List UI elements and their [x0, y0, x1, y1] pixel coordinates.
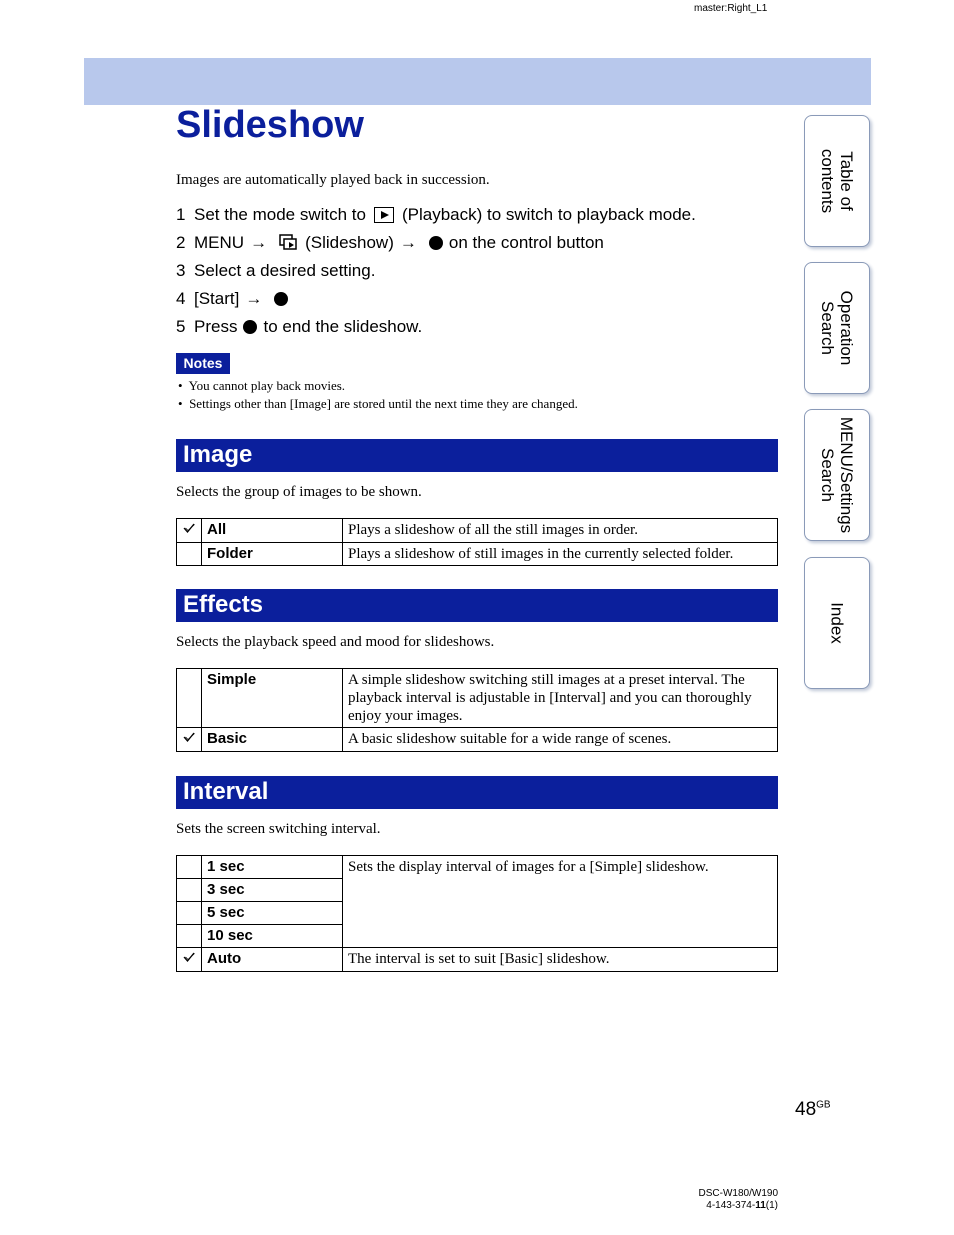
- tab-index[interactable]: [804, 557, 870, 689]
- default-cell: [177, 879, 202, 902]
- arrow-icon: →: [245, 289, 263, 308]
- table-row: [177, 669, 778, 728]
- default-cell: [177, 902, 202, 925]
- model-code: [690, 1200, 778, 1212]
- option-label: 5 sec: [202, 902, 343, 925]
- table-row: [177, 856, 778, 879]
- step-number: 1: [176, 205, 186, 224]
- step-number: 5: [176, 317, 186, 336]
- page-title: Slideshow: [176, 104, 364, 146]
- step-text: [Start]: [194, 289, 240, 308]
- check-icon: [182, 950, 196, 964]
- intro-text: Images are automatically played back in succession.: [176, 172, 490, 188]
- note-text: Settings other than [Image] are stored until the next time they are changed.: [189, 396, 578, 411]
- note-text: You cannot play back movies.: [188, 378, 346, 393]
- step-5: [176, 317, 422, 337]
- table-row: [177, 948, 778, 972]
- page-number: [795, 1099, 831, 1121]
- option-label: 10 sec: [202, 925, 343, 948]
- option-desc: A basic slideshow suitable for a wide range of scenes.: [343, 728, 778, 752]
- option-label: Auto: [202, 948, 343, 972]
- bullet: •: [178, 396, 183, 411]
- default-cell: [177, 728, 202, 752]
- step-number: 3: [176, 261, 186, 280]
- effects-options-table: [176, 668, 778, 752]
- step-1: [176, 205, 696, 225]
- top-band: [84, 58, 871, 105]
- default-cell: [177, 948, 202, 972]
- note-item: [178, 378, 345, 394]
- check-icon: [182, 521, 196, 535]
- center-button-icon: [429, 236, 443, 250]
- step-text: Select a desired setting.: [194, 261, 376, 280]
- header-label: master:Right_L1: [694, 3, 768, 14]
- center-button-icon: [243, 320, 257, 334]
- option-label: Folder: [202, 543, 343, 566]
- default-cell: [177, 519, 202, 543]
- table-row: [177, 543, 778, 566]
- model-name: DSC-W180/W190: [698, 1188, 778, 1199]
- tab-label: Table of contents: [818, 148, 856, 214]
- option-label: Basic: [202, 728, 343, 752]
- section-desc-interval: Sets the screen switching interval.: [176, 821, 381, 837]
- bullet: •: [178, 378, 183, 393]
- option-label: 1 sec: [202, 856, 343, 879]
- option-desc: The interval is set to suit [Basic] slideshow.: [343, 948, 778, 972]
- option-desc: Plays a slideshow of still images in the currently selected folder.: [343, 543, 778, 566]
- option-desc: Sets the display interval of images for a [Simple] slideshow.: [343, 856, 778, 948]
- tab-table-of-contents[interactable]: [804, 115, 870, 247]
- section-title-image: Image: [176, 439, 778, 472]
- option-desc: A simple slideshow switching still images at a preset interval. The playback interval is adjustable in [Interval] and you can thoroughly enjoy your images.: [343, 669, 778, 728]
- default-cell: [177, 856, 202, 879]
- table-row: [177, 728, 778, 752]
- default-cell: [177, 543, 202, 566]
- tab-label: Operation Search: [818, 290, 856, 366]
- step-3: [176, 261, 375, 281]
- step-text: to end the slideshow.: [263, 317, 423, 336]
- playback-icon: [374, 207, 394, 223]
- page-number-value: 48: [795, 1099, 817, 1120]
- section-desc-effects: Selects the playback speed and mood for slideshows.: [176, 634, 495, 650]
- step-4: [176, 289, 294, 309]
- notes-badge: Notes: [176, 353, 230, 374]
- arrow-icon: →: [399, 233, 417, 252]
- table-row: [177, 519, 778, 543]
- center-button-icon: [274, 292, 288, 306]
- note-item: [178, 396, 578, 412]
- step-text: (Playback) to switch to playback mode.: [401, 205, 696, 224]
- option-label: All: [202, 519, 343, 543]
- check-icon: [182, 730, 196, 744]
- code-prefix: 4-143-374-: [706, 1200, 756, 1211]
- step-text: on the control button: [448, 233, 604, 252]
- section-title-effects: Effects: [176, 589, 778, 622]
- section-desc-image: Selects the group of images to be shown.: [176, 484, 422, 500]
- option-label: 3 sec: [202, 879, 343, 902]
- step-text: Press: [194, 317, 238, 336]
- interval-options-table: [176, 855, 778, 972]
- slideshow-icon: [279, 234, 299, 252]
- section-title-interval: Interval: [176, 776, 778, 809]
- tab-label: Index: [827, 602, 847, 644]
- step-number: 2: [176, 233, 186, 252]
- step-text: Set the mode switch to: [194, 205, 366, 224]
- arrow-icon: →: [250, 233, 268, 252]
- option-label: Simple: [202, 669, 343, 728]
- default-cell: [177, 925, 202, 948]
- tab-operation-search[interactable]: [804, 262, 870, 394]
- step-text: MENU: [194, 233, 245, 252]
- code-bold: 11: [755, 1200, 766, 1211]
- step-text: (Slideshow): [305, 233, 394, 252]
- image-options-table: [176, 518, 778, 566]
- footer-model: [690, 1188, 778, 1212]
- page-number-suffix: GB: [816, 1099, 831, 1111]
- code-suffix: (1): [765, 1200, 778, 1211]
- option-desc: Plays a slideshow of all the still images in order.: [343, 519, 778, 543]
- tab-menu-settings-search[interactable]: [804, 409, 870, 541]
- default-cell: [177, 669, 202, 728]
- step-number: 4: [176, 289, 186, 308]
- tab-label: MENU/Settings Search: [818, 416, 856, 534]
- step-2: [176, 233, 604, 253]
